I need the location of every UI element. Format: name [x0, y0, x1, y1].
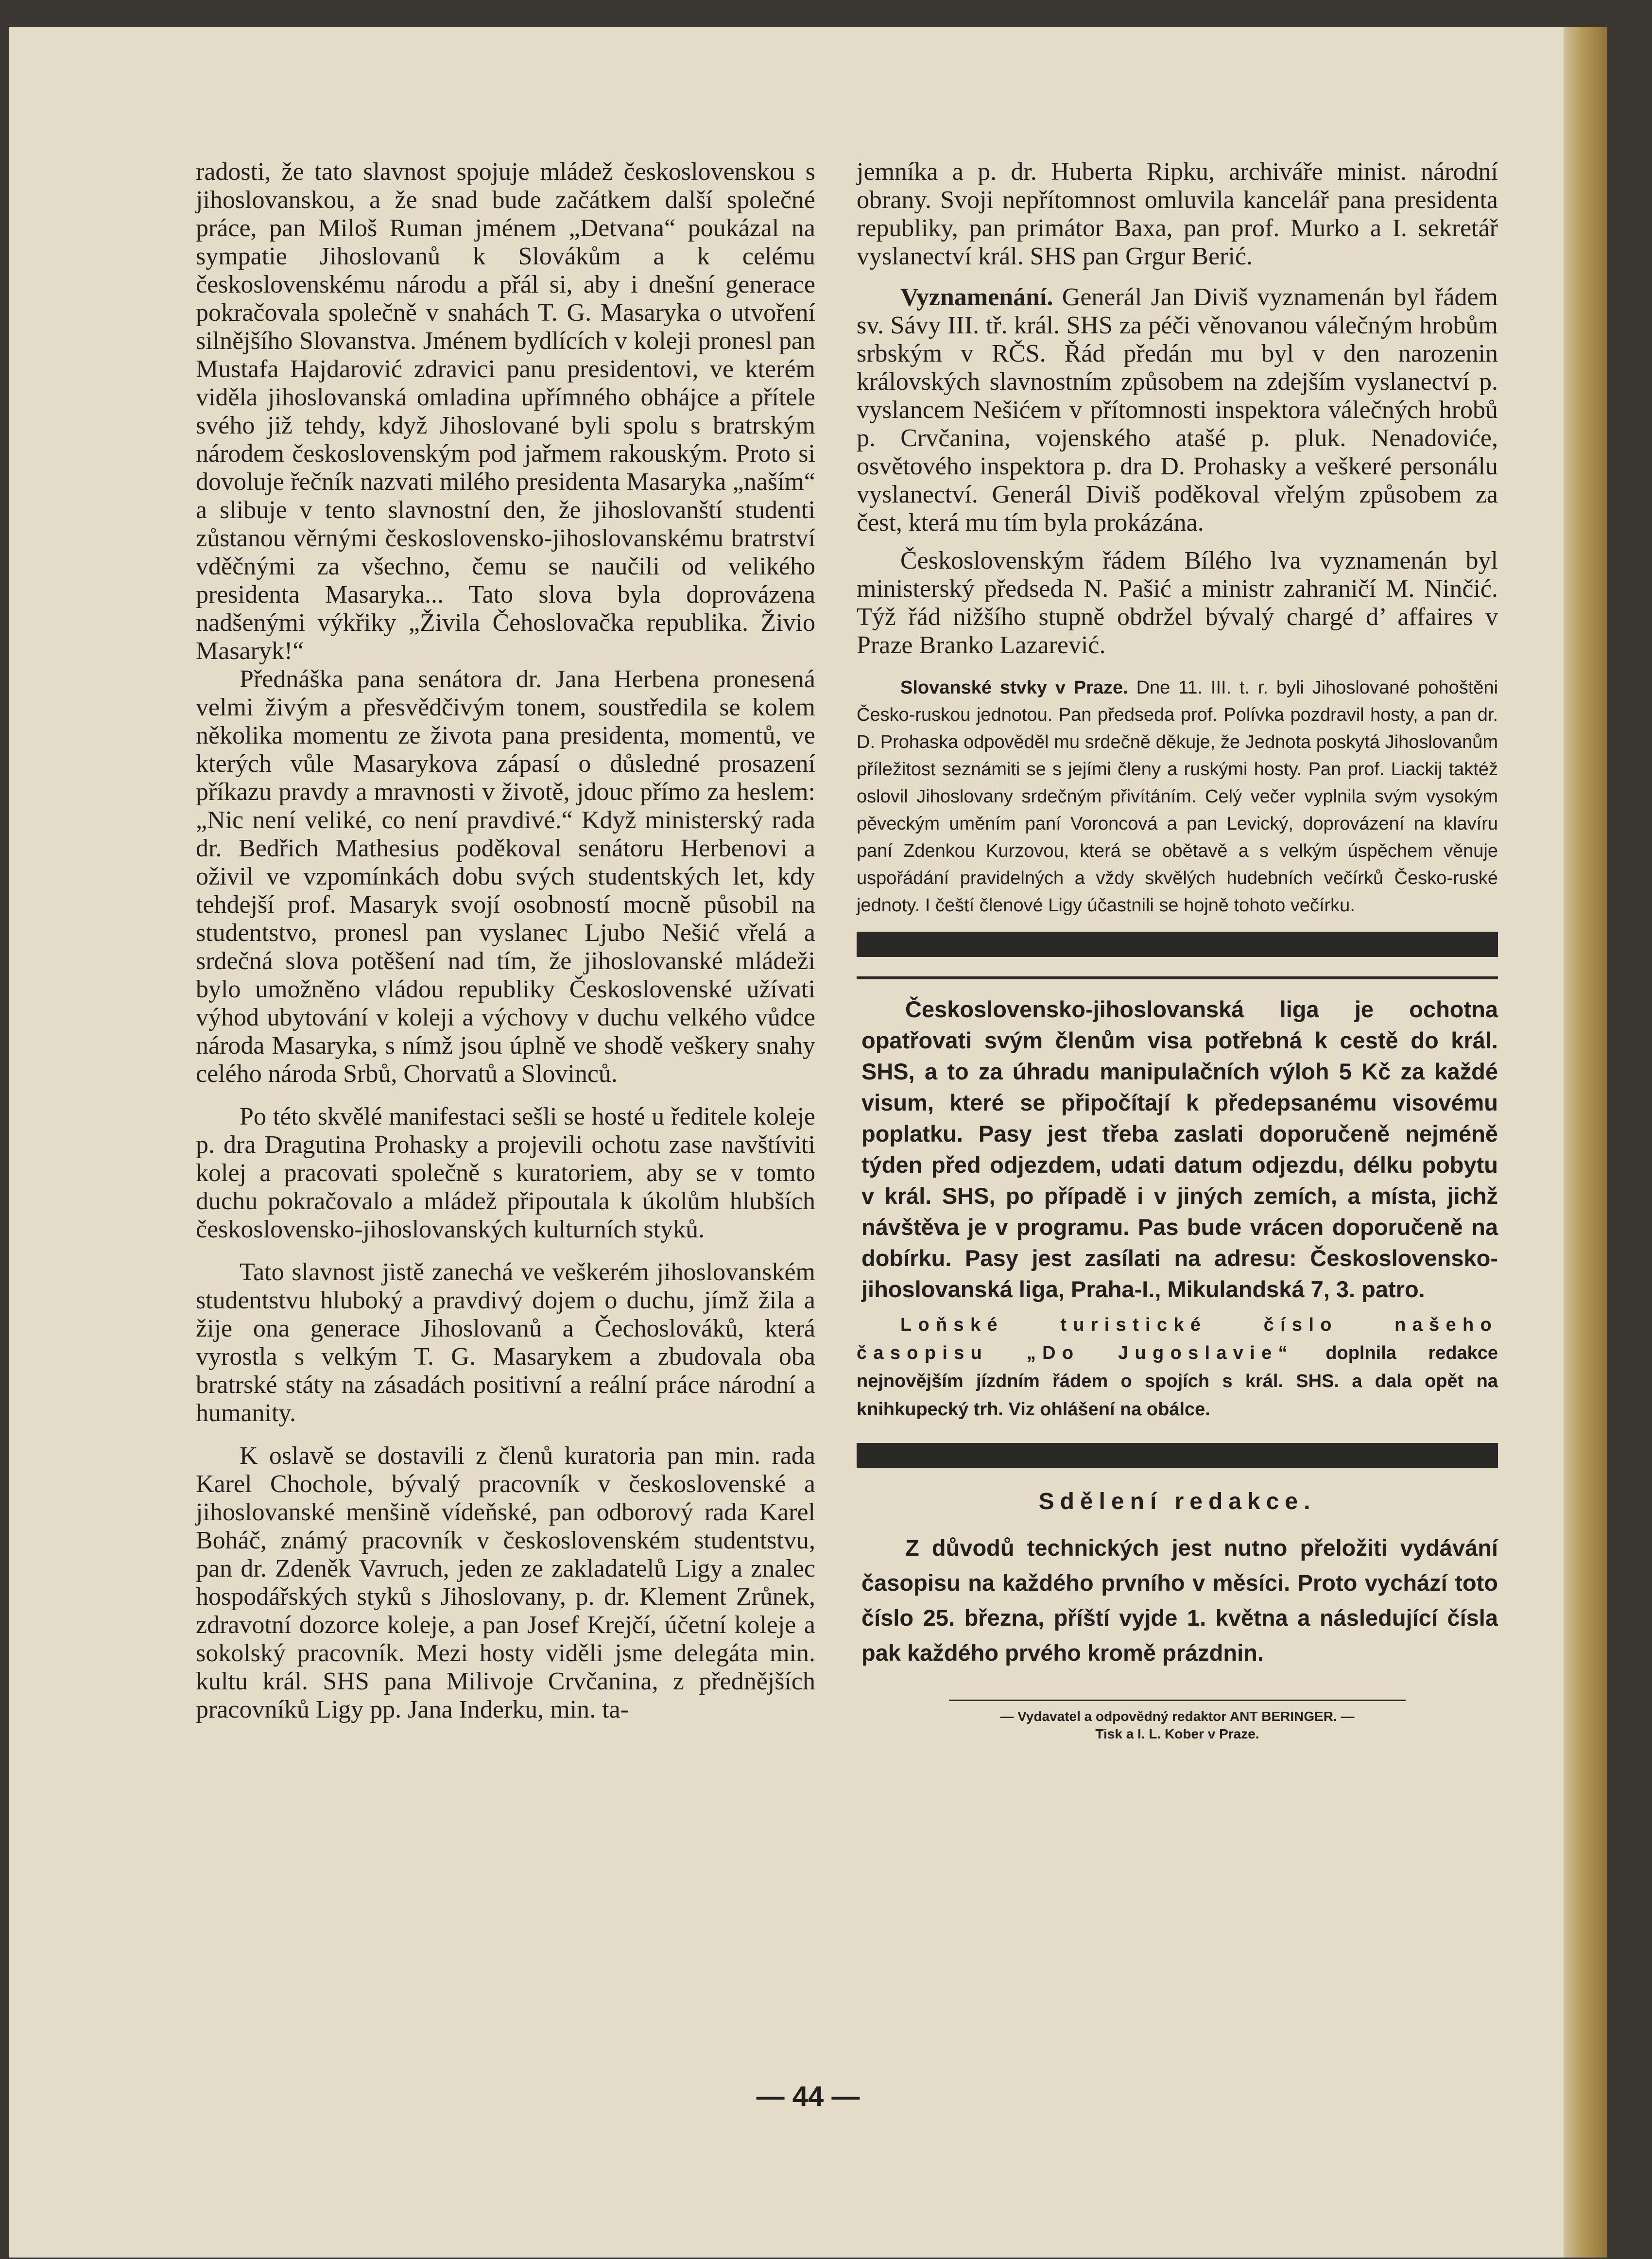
paragraph: Tato slavnost jistě zanechá ve veškerém jihoslovanském studentstvu hluboký a pravdivý dojem o duchu, jímž žila a žije ona generace Jihoslovanů a Čechoslováků, která vyrostla s velkým T. G. Masarykem a zbudovala oba bratrské státy na zásadách positivní a reální práce národní a humanity.	[196, 1258, 815, 1427]
divider-bar	[857, 932, 1498, 957]
left-column	[196, 158, 815, 1724]
paragraph: jemníka a p. dr. Huberta Ripku, archiváře minist. národní obrany. Svoji nepřítomnost omluvila kancelář pana presidenta republiky, pan primátor Baxa, pan prof. Murko a I. sekretář vyslanectví král. SHS pan Grgur Berić.	[857, 158, 1498, 270]
right-column	[857, 158, 1498, 1743]
paragraph: radosti, že tato slavnost spojuje mládež československou s jihoslovanskou, a že snad bude začátkem další společné práce, pan Miloš Ruman jménem „Detvana“ poukázal na sympatie Jihoslovanů k Slovákům a k celému československému národu a přál si, aby i dnešní generace pokračovala společně v snahách T. G. Masaryka o utvoření silnějšího Slovanstva. Jménem bydlících v koleji pronesl pan Mustafa Hajdarović zdravici panu presidentovi, ve kterém viděla jihoslovanská omladina upřímného obhájce a přítele svého již tehdy, když Jihoslované byli spolu s bratrským národem československým pod jařmem rakouským. Proto si dovoluje řečník nazvati milého presidenta Masaryka „naším“ a slibuje v tento slavnostní den, že jihoslovanští studenti zůstanou věrnými československo-jihoslovanskému bratrství vděčnými za všechno, čemu se naučili od velikého presidenta Masaryka... Tato slova byla doprovázena nadšenými výkřiky „Živila Čehoslovačka republika. Živio Masaryk!“	[196, 158, 815, 665]
paragraph-body: Generál Jan Diviš vyznamenán byl řádem sv. Sávy III. tř. král. SHS za péči věnovanou válečným hrobům srbským v RČS. Řád předán mu byl v den narozenin královských slavnostním způsobem na zdejším vyslanectví p. vyslancem Nešićem v přítomnosti inspektora válečných hrobů p. Crvčanina, vojenského atašé p. pluk. Nenadoviće, osvětového inspektora p. dra D. Prohasky a veškeré personálu vyslanectví. Generál Diviš poděkoval vřelým způsobem za čest, která mu tím byla prokázána.	[857, 283, 1498, 537]
paragraph: Přednáška pana senátora dr. Jana Herbena pronesená velmi živým a přesvědčivým tonem, soustředila se kolem několika momentu ze života pana presidenta, momentů, ve kterých vůle Masarykova zápasí o důsledné prosazení příkazu pravdy a mravnosti v životě, jdouc přímo za heslem: „Nic není veliké, co není pravdivé.“ Když ministerský rada dr. Bedřich Mathesius poděkoval senátoru Herbenovi a oživil ve vzpomínkách dobu svých studentských let, kdy tehdejší prof. Masaryk svojí osobností mocně působil na studentstvo, pronesl pan vyslanec Ljubo Nešić vřelá a srdečná slova potěšení nad tím, že jihoslovanské mládeži bylo umožněno vládou republiky Československé užívati výhod ubytování v koleji a výchovy v duchu velkého vůdce národa Masaryka, s nímž jsou úplně ve shodě veškery snahy celého národa Srbů, Chorvatů a Slovinců.	[196, 665, 815, 1088]
tourist-issue-notice	[857, 1311, 1498, 1424]
paragraph: Československým řádem Bílého lva vyznamenán byl ministerský předseda N. Pašić a ministr zahraničí M. Ninčić. Týž řád nižšího stupně obdržel bývalý chargé d’ affaires v Praze Branko Lazarević.	[857, 547, 1498, 659]
section-heading: Sdělení redakce.	[1038, 1489, 1316, 1514]
news-item-body: Dne 11. III. t. r. byli Jihoslované pohoštěni Česko-ruskou jednotou. Pan předseda prof. Polívka pozdravil hosty, a pan dr. D. Prohaska odpověděl mu srdečně děkuje, že Jednota poskytá Jihoslovanům příležitost seznámiti se s jejími členy a ruskými hosty. Pan prof. Liackij taktéž oslovil Jihoslovany srdečným přivítáním. Celý večer vyplnila svým vysokým pěveckým uměním paní Voroncová a pan Levický, doprovázení na klavíru paní Zdenkou Kurzovou, která se obětavě a s velkým úspěchem věnuje uspořádání pravidelných a vždy skvělých hudebních večírků Česko-ruské jednoty. I čeští členové Ligy účastnili se hojně tohoto večírku.	[857, 678, 1498, 916]
divider-bar	[857, 1443, 1498, 1468]
notice-body: doplnila redakce nejnovějším jízdním řádem o spojích s král. SHS. a dala opět na knihkupecký trh. Viz ohlášení na obálce.	[857, 1343, 1498, 1420]
page-number: — 44 —	[756, 2081, 860, 2112]
news-item	[857, 674, 1498, 919]
imprint-printer: Tisk a I. L. Kober v Praze.	[1095, 1726, 1259, 1741]
imprint	[949, 1700, 1406, 1743]
page-binding-edge	[1564, 27, 1607, 2258]
paragraph	[857, 283, 1498, 537]
magazine-page	[9, 27, 1607, 2258]
news-item-lead: Slovanské stvky v Praze.	[900, 678, 1128, 698]
editorial-notice: Z důvodů technických jest nutno přeložiti vydávání časopisu na každého prvního v měsíci. Proto vychází toto číslo 25. března, příští vyjde 1. května a následující čísla pak každého prvého kromě prázdnin.	[861, 1535, 1498, 1666]
paragraph: K oslavě se dostavili z členů kuratoria pan min. rada Karel Chochole, bývalý pracovník v československé a jihoslovanské menšině vídeňské, pan odborový rada Karel Boháč, známý pracovník v československém studentstvu, pan dr. Zdeněk Vavruch, jeden ze zakladatelů Ligy a znalec hospodářských styků s Jihoslovany, p. dr. Klement Zrůnek, zdravotní dozorce koleje, a pan Josef Krejčí, účetní koleje a sokolský pracovník. Mezi hosty viděli jsme delegáta min. kultu král. SHS pana Milivoje Crvčanina, z přednějších pracovníků Ligy pp. Jana Inderku, min. ta-	[196, 1442, 815, 1723]
paragraph-lead: Vyznamenání.	[900, 283, 1053, 311]
imprint-publisher: — Vydavatel a odpovědný redaktor ANT BERINGER. —	[1000, 1709, 1355, 1724]
visa-notice: Československo-jihoslovanská liga je ochotna opatřovati svým členům visa potřebná k cestě do král. SHS, a to za úhradu manipulačních výloh 5 Kč za každé visum, které se připočítají k předepsanému visovému poplatku. Pasy jest třeba zaslati doporučeně nejméně týden před odjezdem, udati datum odjezdu, délku pobytu v král. SHS, po případě i v jiných zemích, a místa, jichž návštěva je v programu. Pas bude vrácen doporučeně na dobírku. Pasy jest zasílati na adresu: Československo-jihoslovanská liga, Praha-I., Mikulandská 7, 3. patro.	[857, 976, 1498, 1305]
paragraph: Po této skvělé manifestaci sešli se hosté u ředitele koleje p. dra Dragutina Prohasky a projevili ochotu zase navštíviti kolej a pracovati společně s kuratoriem, aby se v tomto duchu pokračovalo a mládež připoutala k úkolům hlubších československo-jihoslovanských kulturních styků.	[196, 1103, 815, 1243]
notice-lead: Loňské turistické číslo našeho časopisu „Do Jugoslavie“	[857, 1315, 1498, 1363]
